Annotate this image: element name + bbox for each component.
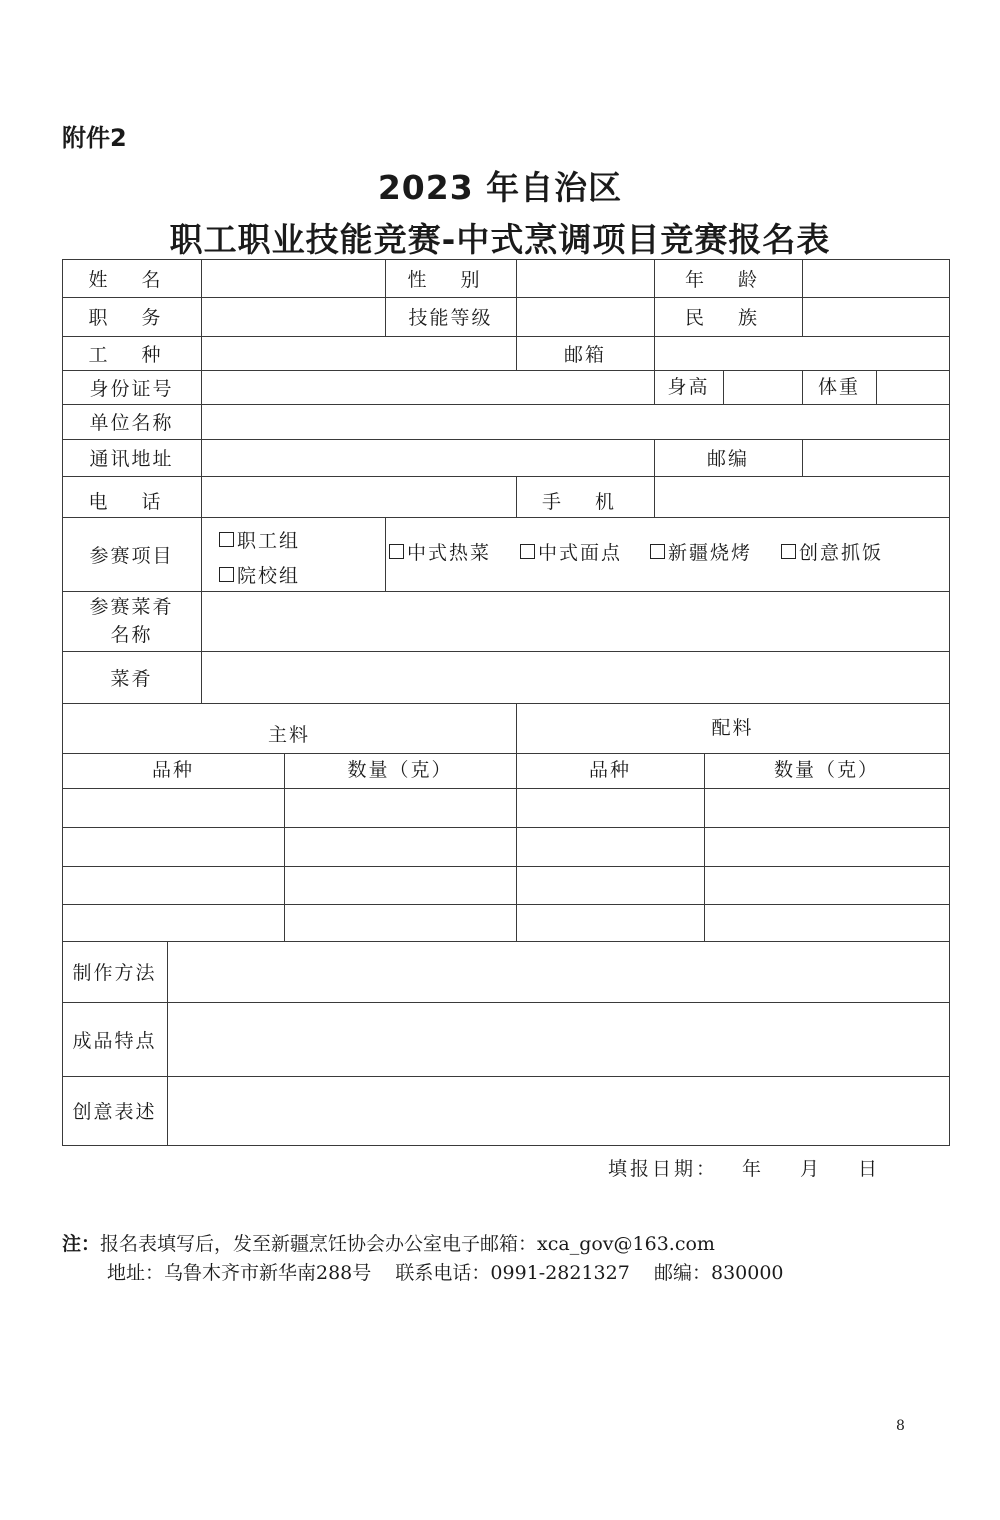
dish-field[interactable] (201, 651, 949, 703)
checkbox-icon[interactable] (781, 544, 796, 559)
label-dish: 菜肴 (110, 667, 153, 690)
page-number: 8 (896, 1418, 905, 1434)
checkbox-icon[interactable] (219, 532, 234, 547)
label-work-unit: 单位名称 (89, 412, 174, 434)
skill-level-field[interactable] (516, 297, 654, 336)
name-field[interactable] (201, 259, 385, 297)
gender-field[interactable] (516, 259, 654, 297)
phone-field[interactable] (201, 476, 516, 517)
label-quantity-main: 数量（克） (347, 758, 453, 781)
label-event: 参赛项目 (89, 544, 174, 567)
category-option-label: 中式面点 (538, 542, 623, 564)
label-variety-main: 品种 (151, 758, 194, 781)
note-label: 注： (62, 1233, 101, 1255)
label-variety-side: 品种 (588, 758, 631, 781)
email-field[interactable] (654, 336, 949, 370)
ingredient-row[interactable] (62, 904, 949, 941)
fill-date-day: 日 (858, 1158, 881, 1180)
label-ethnicity: 民 族 (684, 307, 772, 329)
note-line-2: 地址：乌鲁木齐市新华南288号 联系电话：0991-2821327 邮编：830000 (107, 1262, 784, 1284)
label-dish-name (62, 591, 201, 651)
checkbox-icon[interactable] (650, 544, 665, 559)
label-address: 通讯地址 (89, 448, 174, 470)
category-option-label: 中式热菜 (407, 542, 492, 564)
label-id-number: 身份证号 (89, 377, 174, 400)
grid-line (949, 259, 950, 1146)
dish-name-field[interactable] (201, 591, 949, 651)
grid-line (385, 517, 386, 592)
checkbox-icon[interactable] (520, 544, 535, 559)
label-height: 身高 (667, 375, 710, 398)
label-gender: 性 别 (407, 268, 494, 291)
id-number-field[interactable] (201, 370, 654, 404)
group-option-label: 职工组 (237, 530, 301, 552)
label-features: 成品特点 (72, 1029, 157, 1052)
features-field[interactable] (167, 1002, 949, 1076)
title-line-1: 2023 年自治区 (377, 168, 623, 207)
mobile-field[interactable] (654, 476, 949, 517)
label-name: 姓 名 (88, 268, 175, 291)
position-field[interactable] (201, 297, 385, 336)
ethnicity-field[interactable] (802, 297, 949, 336)
label-position: 职 务 (88, 307, 175, 329)
group-option-label: 院校组 (237, 565, 301, 587)
category-option-pilaf[interactable] (781, 538, 883, 565)
height-field[interactable] (723, 370, 802, 404)
label-method: 制作方法 (72, 962, 157, 984)
postcode-field[interactable] (802, 439, 949, 476)
fill-date-label: 填报日期： (608, 1158, 719, 1180)
creativity-field[interactable] (167, 1076, 949, 1145)
label-mobile: 手 机 (541, 490, 629, 513)
label-side-ingredients: 配料 (711, 716, 754, 739)
label-email: 邮箱 (563, 343, 606, 366)
note-text-1: 报名表填写后，发至新疆烹饪协会办公室电子邮箱：xca_gov@163.com (100, 1233, 715, 1255)
category-option-barbecue[interactable] (650, 538, 752, 565)
label-creativity: 创意表述 (72, 1101, 157, 1123)
title-line-2: 职工职业技能竞赛-中式烹调项目竞赛报名表 (169, 220, 831, 259)
category-option-pastry[interactable] (520, 538, 622, 565)
label-postcode: 邮编 (706, 448, 749, 470)
method-field[interactable] (167, 941, 949, 1002)
category-option-label: 新疆烧烤 (668, 542, 753, 564)
fill-date-month: 月 (800, 1158, 823, 1180)
label-quantity-side: 数量（克） (773, 758, 879, 781)
group-option-college[interactable] (219, 561, 300, 588)
label-weight: 体重 (817, 375, 860, 398)
weight-field[interactable] (876, 370, 949, 404)
label-job-type: 工 种 (88, 343, 175, 366)
label-phone: 电 话 (88, 490, 175, 513)
label-skill-level: 技能等级 (408, 307, 493, 329)
attachment-label: 附件2 (62, 124, 127, 152)
label-dish-name-line1: 参赛菜肴 (89, 596, 174, 618)
work-unit-field[interactable] (201, 404, 949, 439)
checkbox-icon[interactable] (219, 567, 234, 582)
checkbox-icon[interactable] (389, 544, 404, 559)
fill-date (608, 1154, 880, 1181)
label-dish-name-line2: 名称 (110, 624, 153, 646)
group-option-staff[interactable] (219, 526, 300, 553)
fill-date-year: 年 (742, 1158, 765, 1180)
ingredient-row[interactable] (62, 866, 949, 904)
label-main-ingredients: 主料 (267, 723, 310, 746)
category-option-hot-dishes[interactable] (389, 538, 491, 565)
grid-line (62, 1145, 950, 1146)
label-age: 年 龄 (684, 268, 772, 291)
category-option-label: 创意抓饭 (799, 542, 884, 564)
age-field[interactable] (802, 259, 949, 297)
ingredient-row[interactable] (62, 788, 949, 827)
grid-line (201, 517, 202, 592)
job-type-field[interactable] (201, 336, 516, 370)
ingredient-row[interactable] (62, 827, 949, 866)
note-line-1 (62, 1229, 715, 1256)
address-field[interactable] (201, 439, 654, 476)
